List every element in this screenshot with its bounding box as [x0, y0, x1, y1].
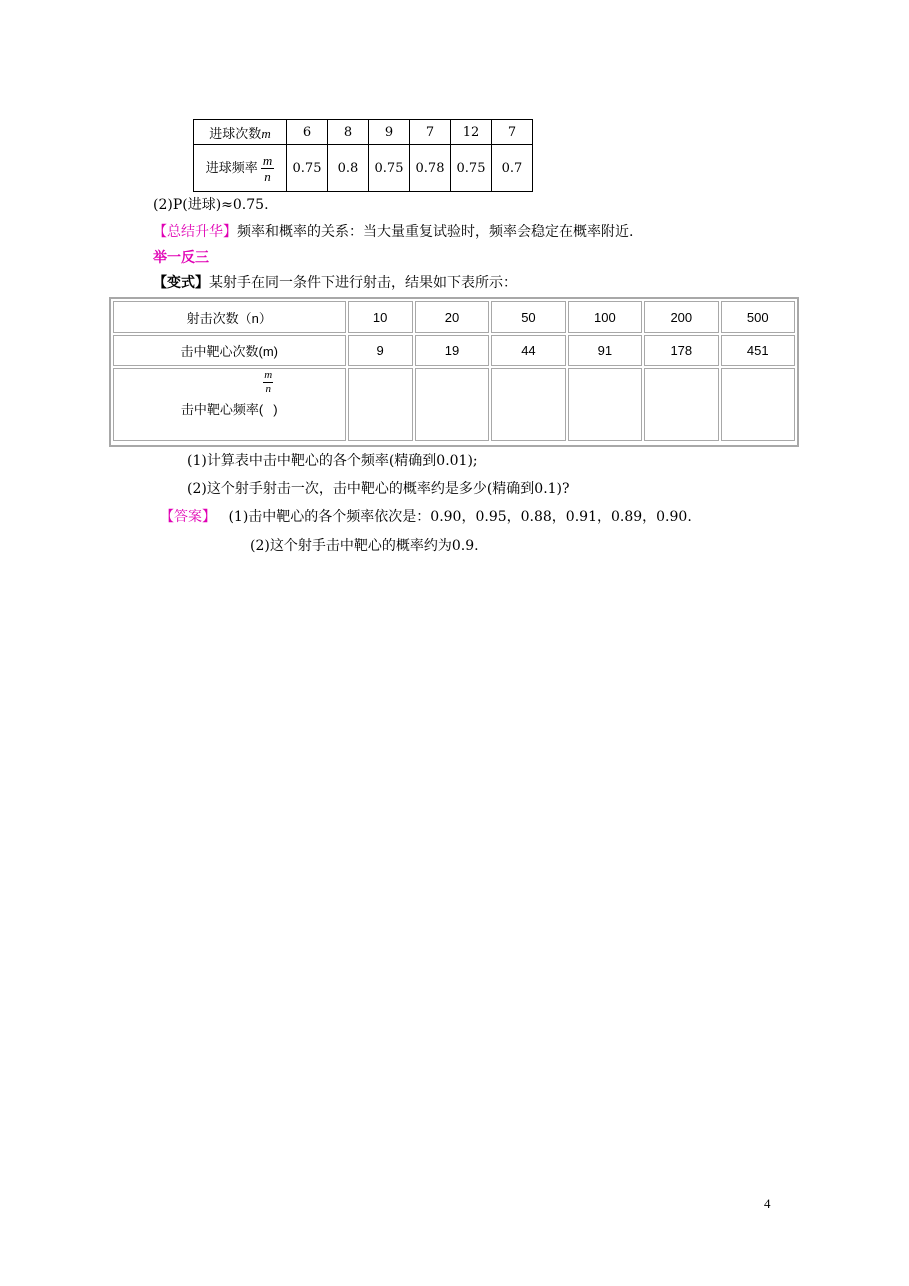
fraction-denominator: n [264, 168, 271, 184]
row-label [194, 120, 287, 145]
table-cell [348, 368, 413, 441]
variable-m: m [261, 125, 271, 141]
shooting-table-frame [109, 297, 799, 447]
summary-text: 频率和概率的关系：当大量重复试验时，频率会稳定在概率附近. [237, 224, 634, 240]
table-row [194, 120, 533, 145]
table-cell: 19 [415, 335, 489, 366]
table-cell [721, 368, 795, 441]
variant-tag: 【变式】 [153, 275, 209, 291]
label-text: 击中靶心频率( [180, 402, 264, 417]
goal-frequency-table [193, 119, 533, 192]
table-cell: 9 [348, 335, 413, 366]
table-cell [415, 368, 489, 441]
question-1: (1)计算表中击中靶心的各个频率(精确到0.01); [187, 453, 478, 469]
table-cell: 200 [644, 301, 718, 333]
table-cell: 178 [644, 335, 718, 366]
fraction-m-over-n [261, 153, 274, 184]
table-cell: 7 [410, 120, 451, 145]
table-row [113, 335, 795, 366]
row-label [113, 368, 346, 441]
answer-tag: 【答案】 [160, 509, 216, 525]
summary-tag: 【总结升华】 [153, 224, 237, 240]
table-cell: 50 [491, 301, 565, 333]
table-cell: 7 [492, 120, 533, 145]
table-cell: 451 [721, 335, 795, 366]
label-text: 进球频率 [205, 160, 258, 176]
table-cell [644, 368, 718, 441]
fraction-m-over-n [263, 369, 273, 396]
table-cell: 44 [491, 335, 565, 366]
table-cell: 9 [369, 120, 410, 145]
table-cell: 0.75 [287, 145, 328, 192]
table-cell: 100 [568, 301, 642, 333]
table-cell: 0.8 [328, 145, 369, 192]
table-row [113, 368, 795, 441]
page-number: 4 [764, 1196, 771, 1211]
fraction-denominator: n [265, 383, 271, 395]
summary-paragraph [153, 223, 633, 241]
table-cell: 10 [348, 301, 413, 333]
variant-text: 某射手在同一条件下进行射击，结果如下表所示： [209, 275, 517, 291]
row-label [194, 145, 287, 192]
fraction-numerator: m [262, 152, 273, 168]
answer-line-2: (2)这个射手击中靶心的概率约为0.9. [250, 538, 479, 554]
probability-line: (2)P(进球)≈0.75. [153, 197, 269, 213]
question-2: (2)这个射手射击一次，击中靶心的概率约是多少(精确到0.1)? [187, 481, 570, 497]
table-row [194, 145, 533, 192]
answer-line-1: (1)击中靶心的各个频率依次是：0.90，0.95，0.88，0.91，0.89，0.90. [228, 509, 692, 525]
label-text: 进球次数 [209, 126, 262, 142]
table-cell: 91 [568, 335, 642, 366]
table-row [113, 301, 795, 333]
fraction-numerator: m [264, 369, 273, 381]
table-cell: 0.75 [369, 145, 410, 192]
row-label: 射击次数（n） [113, 301, 346, 333]
table-cell [491, 368, 565, 441]
section-title: 举一反三 [153, 250, 209, 266]
table-cell: 0.7 [492, 145, 533, 192]
row-label: 击中靶心次数(m) [113, 335, 346, 366]
table-cell: 500 [721, 301, 795, 333]
variant-paragraph [153, 274, 517, 292]
table-cell: 8 [328, 120, 369, 145]
table-cell: 12 [451, 120, 492, 145]
table-cell [568, 368, 642, 441]
table-cell: 6 [287, 120, 328, 145]
answer-paragraph [160, 508, 692, 526]
table-cell: 0.75 [451, 145, 492, 192]
table-cell: 20 [415, 301, 489, 333]
table-cell: 0.78 [410, 145, 451, 192]
label-text: ) [273, 402, 278, 417]
shooting-table [111, 299, 797, 443]
